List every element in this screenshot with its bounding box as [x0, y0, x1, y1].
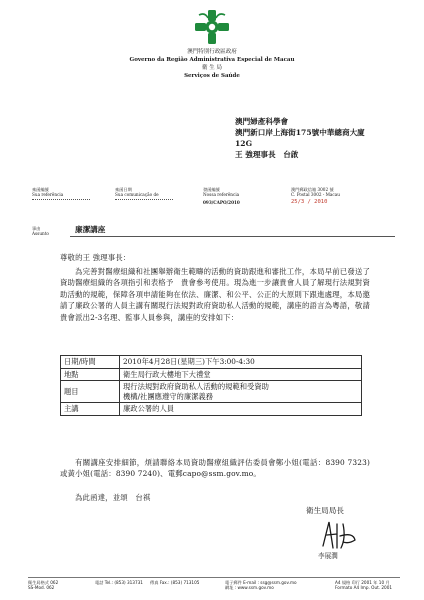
schedule-label: 主講	[61, 403, 120, 416]
addressee-line-1: 澳門婦產科學會	[235, 117, 289, 126]
body-paragraph-1: 為完善對醫療組織和社團舉辦衛生範疇的活動的資助跟進和審批工作，本局早前已發送了資助醫療組織的各項指引和表格予 貴會參考使用。現為進一步讓貴會人員了解現行法規對資助活動的規範，保障各項申請能夠在依法、廉潔、和公平、公正的大原則下跟進處理，本局邀請了廉政公署的人員主講有關現行法規對政府資助私人活動的規範，講座的語言為粵語，敬請 貴會派出2-3名理、監事人員參與，講座的安排如下：	[60, 267, 378, 322]
addressee-line-2: 澳門新口岸上海街175號中華總商大廈	[235, 128, 365, 137]
schedule-label: 題目	[61, 381, 120, 403]
gov-name-pt: Governo da Região Administrativa Especial de Macau	[129, 57, 295, 63]
our-ref-label: 發函編號 Nossa referência	[203, 187, 240, 197]
schedule-value: 衛生局行政大樓地下大禮堂	[120, 368, 362, 381]
dept-name-zh: 衛 生 局	[202, 65, 222, 71]
footer-tel: 電話 Tel.: (853) 313731	[95, 580, 143, 585]
footer-form: 衛生局格式 062 SS-Mod. 062	[28, 580, 59, 590]
macau-emblem-icon	[193, 8, 231, 46]
schedule-label: 日期/時間	[61, 356, 120, 369]
handwritten-signature	[315, 518, 360, 552]
table-row	[61, 403, 362, 416]
letter-date: 25/3 / 2010	[291, 199, 328, 205]
schedule-value: 廉政公署的人員	[120, 403, 362, 416]
signature-title: 衛生局局長	[306, 506, 344, 515]
signatory-name: 李展潤	[318, 552, 338, 560]
schedule-value: 2010年4月28日(星期三)下午3:00-4:30	[120, 356, 362, 369]
schedule-value: 現行法規對政府資助私人活動的規範和受資助 機構/社團應遵守的廉潔義務	[120, 381, 362, 403]
gov-name-zh: 澳門特別行政區政府	[187, 49, 237, 55]
addressee-line-3: 12G	[235, 139, 253, 148]
footer-fax: 傳真 Fax.: (853) 713105	[150, 580, 200, 585]
your-ref-label: 來函編號 Sua referência	[32, 187, 64, 197]
subject-label: 事由 Assunto	[32, 226, 49, 236]
table-row	[61, 368, 362, 381]
closing: 為此函達，並頌 台祺	[75, 493, 151, 502]
addressee-line-4: 王 強理事長 台啟	[235, 150, 299, 159]
table-row	[61, 381, 362, 403]
subject-value: 廉潔講座	[75, 225, 106, 234]
footer-email: 電子郵件 E-mail : ssg@ssm.gov.mo 網址 : www.ssm.gov.mo	[225, 580, 297, 590]
salutation: 尊敬的王 強理事長：	[60, 253, 131, 262]
table-row	[61, 356, 362, 369]
dept-name-pt: Serviços de Saúde	[184, 73, 240, 79]
schedule-table	[60, 355, 362, 416]
footer-paper: A4 規格 印行 2001 年 10 月 Formato A4 Imp. Out. 2001	[335, 580, 393, 590]
postal-label: 澳門郵政信箱 3002 號 C. Postal 3002 - Macau	[291, 187, 340, 197]
your-comm-label: 來函日期 Sua comunicação de	[115, 187, 159, 197]
our-ref-value: 093/CAPO/2010	[203, 200, 240, 205]
schedule-label: 地點	[61, 368, 120, 381]
body-paragraph-2: 有關講座安排細節，煩請聯絡本局資助醫療組織評估委員會鄭小姐(電話：8390 7323)或黃小姐(電話：8390 7240)、電郵capo@ssm.gov.mo。	[60, 458, 370, 479]
